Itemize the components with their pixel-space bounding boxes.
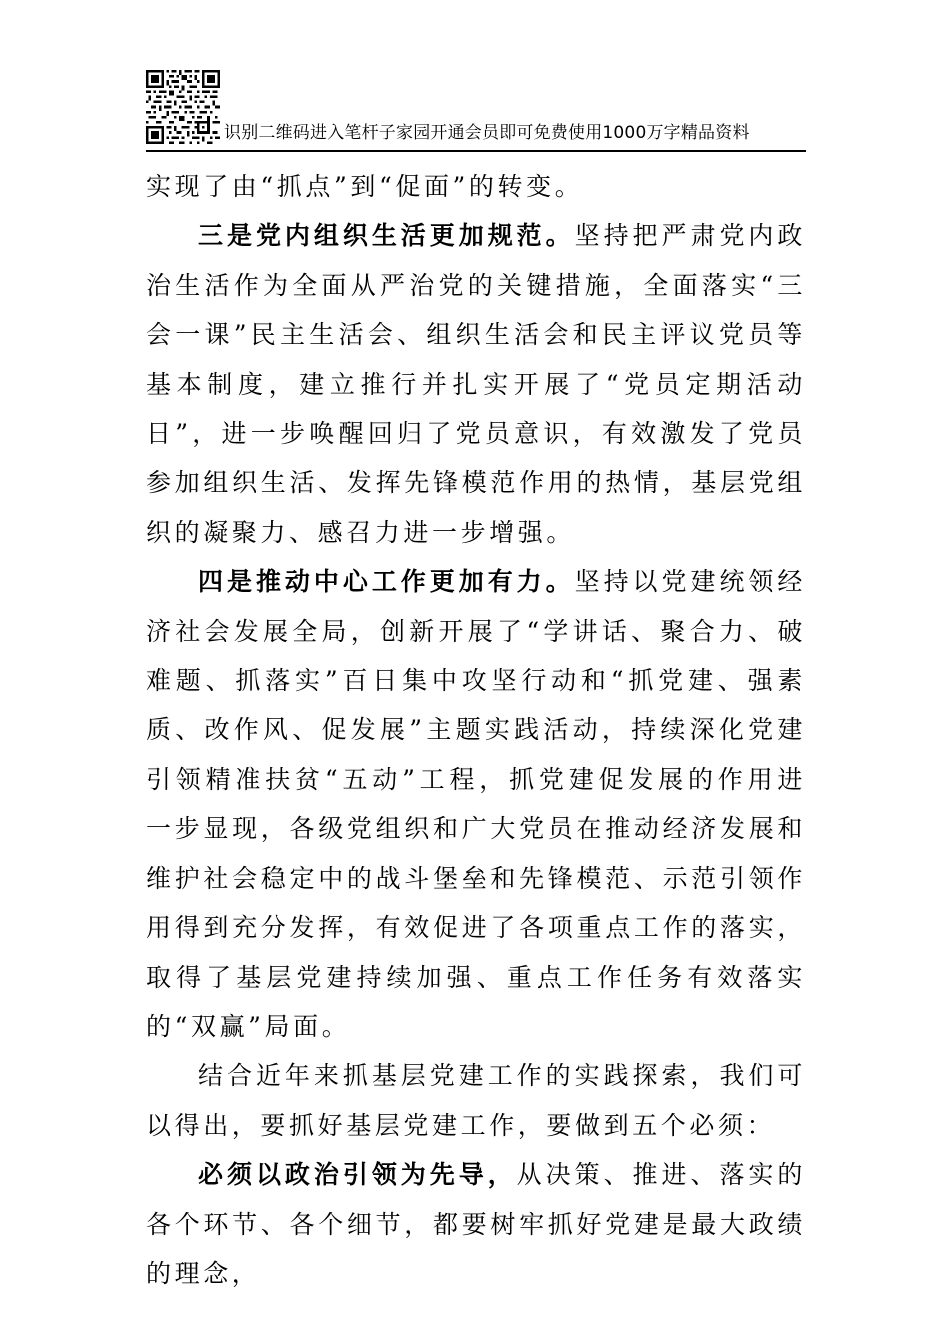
- paragraph-text: 结合近年来抓基层党建工作的实践探索，我们可以得出，要抓好基层党建工作，要做到五个必须：: [146, 1061, 806, 1140]
- paragraph-lead: 三是党内组织生活更加规范。: [198, 221, 575, 251]
- paragraph-lead: 必须以政治引领为先导，: [198, 1160, 517, 1190]
- document-body: [146, 162, 806, 1298]
- paragraph-lead: 四是推动中心工作更加有力。: [198, 567, 575, 597]
- paragraph-summary: [146, 1051, 806, 1150]
- page-header: [146, 70, 806, 154]
- paragraph-must-one: [146, 1150, 806, 1298]
- paragraph-text: 坚持以党建统领经济社会发展全局，创新开展了“学讲话、聚合力、破难题、抓落实”百日集中攻坚行动和“抓党建、强素质、改作风、促发展”主题实践活动，持续深化党建引领精准扶贫“五动”工程，抓党建促发展的作用进一步显现，各级党组织和广大党员在推动经济发展和维护社会稳定中的战斗堡垒和先锋模范、示范引领作用得到充分发挥，有效促进了各项重点工作的落实，取得了基层党建持续加强、重点工作任务有效落实的“双赢”局面。: [146, 567, 806, 1041]
- paragraph-text: 实现了由“抓点”到“促面”的转变。: [146, 172, 584, 201]
- header-divider: [146, 150, 806, 152]
- paragraph-text: 从决策、推进、落实的各个环节、各个细节，都要树牢抓好党建是最大政绩的理念，: [146, 1160, 806, 1288]
- paragraph-point-three: [146, 211, 806, 557]
- paragraph-continuation: [146, 162, 806, 211]
- qr-code-icon[interactable]: [146, 70, 220, 144]
- paragraph-text: 坚持把严肃党内政治生活作为全面从严治党的关键措施，全面落实“三会一课”民主生活会、组织生活会和民主评议党员等基本制度，建立推行并扎实开展了“党员定期活动日”，进一步唤醒回归了党员意识，有效激发了党员参加组织生活、发挥先锋模范作用的热情，基层党组织的凝聚力、感召力进一步增强。: [146, 221, 806, 547]
- header-notice: 识别二维码进入笔杆子家园开通会员即可免费使用1000万字精品资料: [224, 123, 750, 143]
- paragraph-point-four: [146, 557, 806, 1051]
